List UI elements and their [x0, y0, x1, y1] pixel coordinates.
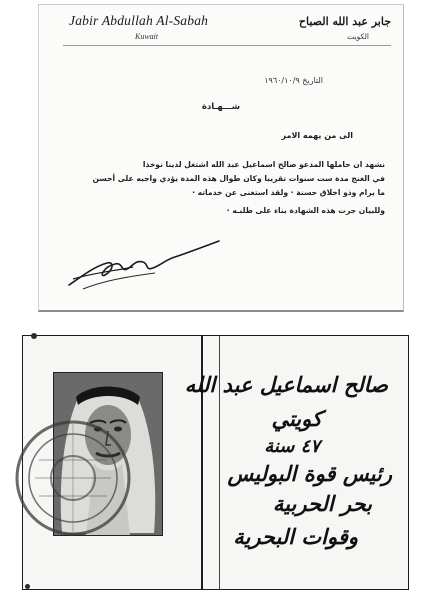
certificate-title: شـــهـادة — [201, 102, 241, 112]
certificate-letter — [38, 4, 404, 312]
letterhead-name-english: Jabir Abdullah Al-Sabah — [69, 13, 209, 28]
letter-body-line: ما يرام وذو اخلاق حسنة · ولقد استغنى عن خدماته · — [192, 188, 385, 197]
letterhead-city-english: Kuwait — [135, 32, 159, 41]
ink-speck — [25, 584, 30, 589]
letter-body-line: وللبيان جرت هذه الشهادة بناء على طلبـه · — [226, 206, 385, 215]
handwritten-signature — [63, 227, 223, 297]
handwritten-name: صالح اسماعيل عبد الله — [184, 372, 388, 397]
passport-pages — [22, 335, 409, 590]
letter-date: التاريخ ١٩٦٠/١٠/٩ — [264, 76, 323, 85]
handwritten-occupation-line: بحر الحربية — [272, 491, 372, 516]
handwritten-nationality: كويتي — [271, 406, 322, 431]
handwritten-occupation: رئيس قوة البوليس — [227, 461, 392, 486]
letterhead-city-arabic: الكويت — [347, 32, 369, 41]
letter-body-line: في الغنج مدة ست سنوات تقريبا وكان طوال هذه المدة يؤدي واجبه على أحسن — [92, 174, 385, 183]
letterhead-divider — [63, 45, 391, 46]
letter-body-line: نشهد ان حاملها المدعو صالح اسماعيل عبد الله اشتغل لدينا نوخذا — [142, 160, 385, 169]
handwritten-age: ٤٧ سنة — [264, 436, 320, 457]
handwritten-occupation-line: وقوات البحرية — [233, 524, 358, 549]
official-seal-stamp — [9, 414, 137, 542]
letterhead-name-arabic: جابر عبد الله الصباح — [298, 15, 391, 28]
letter-addressee: الى من يهمه الامر — [281, 131, 353, 140]
ink-speck — [31, 333, 37, 339]
